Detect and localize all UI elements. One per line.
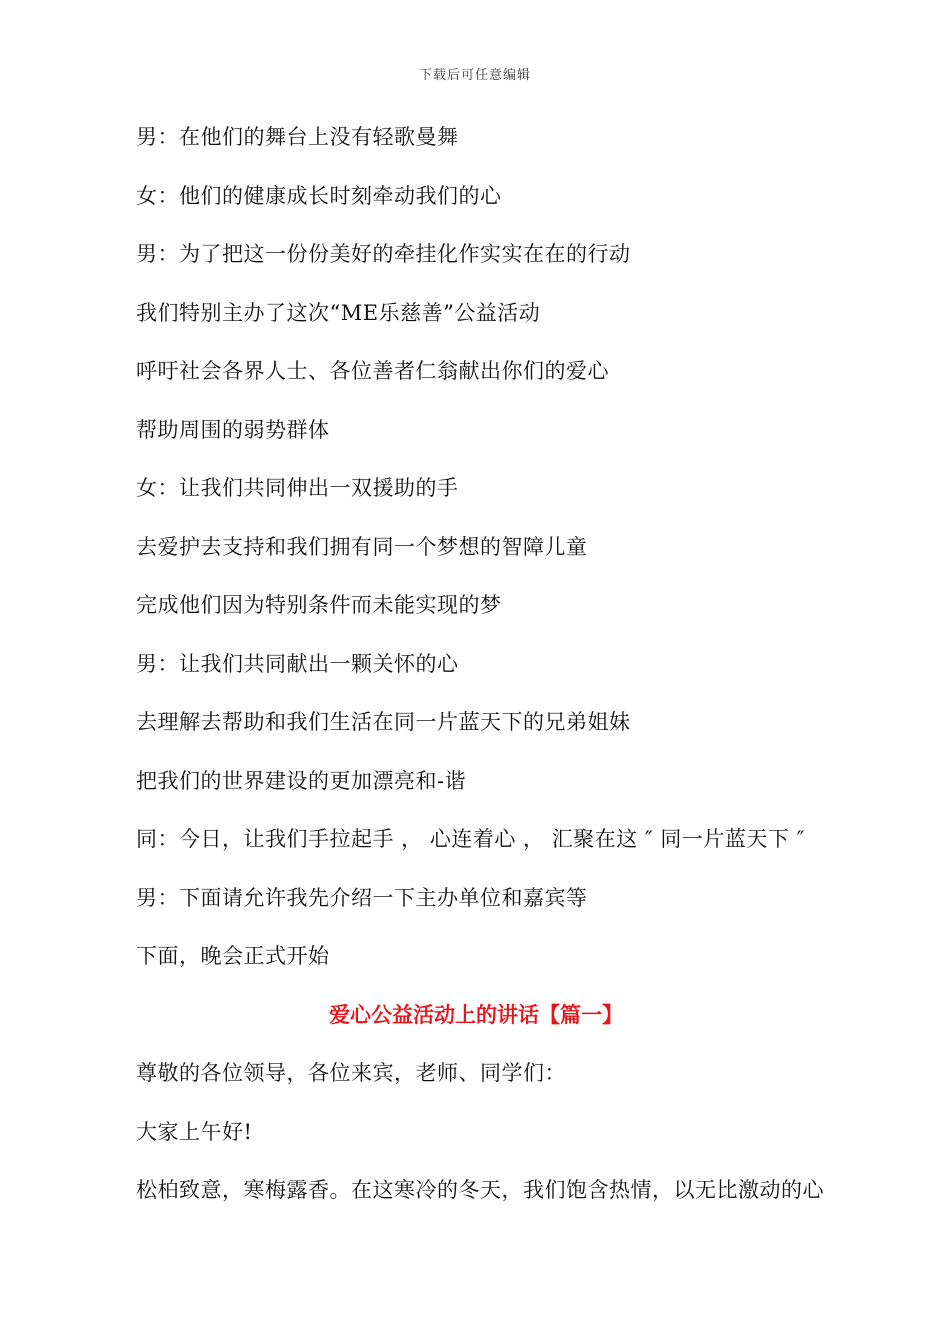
text-line: 我们特别主办了这次“ME乐慈善”公益活动 (136, 300, 541, 325)
page-header: 下载后可任意编辑 (418, 68, 531, 83)
text-line: 下面，晚会正式开始 (136, 944, 330, 968)
text-line: 去理解去帮助和我们生活在同一片蓝天下的兄弟姐妹 (136, 710, 631, 734)
text-line: 去爱护去支持和我们拥有同一个梦想的智障儿童 (136, 534, 588, 559)
document-body (136, 118, 896, 1230)
text-line: 女：他们的健康成长时刻牵动我们的心 (136, 183, 502, 208)
text-line: 女：让我们共同伸出一双援助的手 (136, 476, 459, 500)
text-line: 男：在他们的舞台上没有轻歌曼舞 (136, 125, 459, 149)
text-line: 呼吁社会各界人士、各位善者仁翁献出你们的爱心 (136, 359, 609, 383)
text-line: 男：让我们共同献出一颗关怀的心 (136, 651, 459, 676)
text-line: 松柏致意，寒梅露香。在这寒冷的冬天，我们饱含热情，以无比激动的心 (136, 1178, 824, 1202)
text-line: 大家上午好! (136, 1119, 253, 1144)
text-line: 男：下面请允许我先介绍一下主办单位和嘉宾等 (136, 885, 588, 910)
text-line: 完成他们因为特别条件而未能实现的梦 (136, 593, 502, 617)
section-title: 爱心公益活动上的讲话【篇一】 (329, 1002, 623, 1027)
text-line: 尊敬的各位领导，各位来宾，老师、同学们： (136, 1061, 566, 1085)
text-line: 帮助周围的弱势群体 (136, 417, 330, 442)
text-line: 把我们的世界建设的更加漂亮和-谐 (136, 768, 467, 793)
text-line: 同：今日，让我们手拉起手 ， 心连着心 ， 汇聚在这 ″ 同一片蓝天下 ″ (136, 827, 805, 851)
text-line: 男：为了把这一份份美好的牵挂化作实实在在的行动 (136, 242, 631, 266)
